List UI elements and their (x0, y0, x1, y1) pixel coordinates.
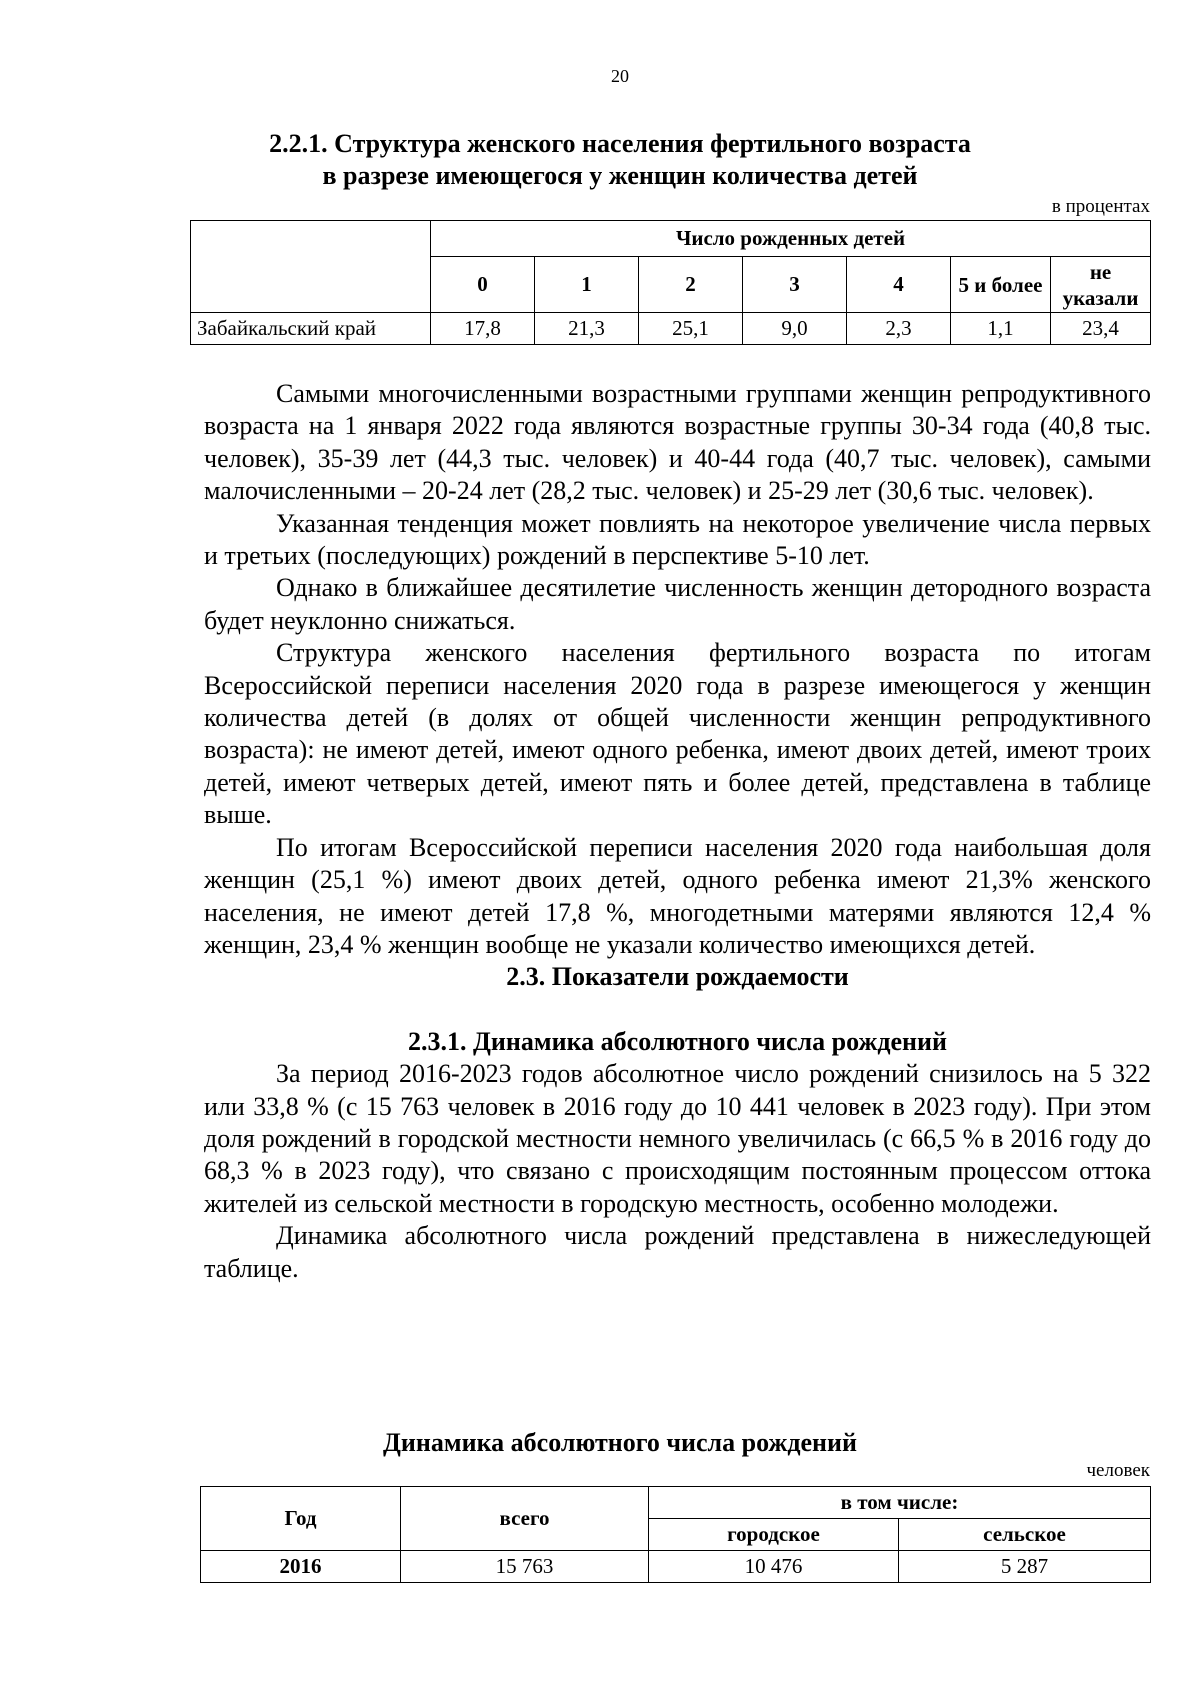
table1-col-header: 4 (847, 257, 951, 313)
section-title-line-2: в разрезе имеющегося у женщин количества детей (322, 161, 918, 190)
table2-header-including: в том числе: (649, 1487, 1151, 1519)
table1-unit: в процентах (1051, 196, 1150, 217)
table2-header-year: Год (201, 1487, 401, 1551)
table1-row-label: Забайкальский край (191, 313, 431, 345)
table2-year-cell: 2016 (201, 1551, 401, 1583)
paragraph: Структура женского населения фертильного возраста по итогам Всероссийской переписи населения 2020 года в разрезе имеющегося у женщин количества детей (в долях от общей численности женщин репродуктивного возраста): не имеют детей, имеют одного ребенка, имеют двоих детей, имеют троих детей, имеют четверых детей, имеют пять и более детей, представлена в таблице выше. (204, 638, 1151, 830)
table2-title: Динамика абсолютного числа рождений (383, 1428, 857, 1457)
table1-col-header: 3 (743, 257, 847, 313)
table1-cell: 21,3 (535, 313, 639, 345)
children-structure-table (190, 220, 1151, 345)
table1-col-header: 1 (535, 257, 639, 313)
table2-header-total: всего (401, 1487, 649, 1551)
table1-cell: 9,0 (743, 313, 847, 345)
table1-col-header: не указали (1051, 257, 1151, 313)
paragraph: Динамика абсолютного числа рождений представлена в нижеследующей таблице. (204, 1221, 1151, 1283)
table1-cell: 1,1 (951, 313, 1051, 345)
table2-total-cell: 15 763 (401, 1551, 649, 1583)
paragraph: Самыми многочисленными возрастными группами женщин репродуктивного возраста на 1 января 2022 года являются возрастные группы 30-34 года (40,8 тыс. человек), 35-39 лет (44,3 тыс. человек) и 40-44 года (40,7 тыс. человек), самыми малочисленными – 20-24 лет (28,2 тыс. человек) и 25-29 лет (30,6 тыс. человек). (204, 379, 1151, 506)
table1-group-header: Число рожденных детей (431, 221, 1151, 257)
table2-urban-cell: 10 476 (649, 1551, 899, 1583)
table2-unit: человек (1086, 1460, 1150, 1481)
table1-cell: 23,4 (1051, 313, 1151, 345)
section-2-3-title: 2.3. Показатели рождаемости (506, 962, 849, 992)
table2-header-urban: городское (649, 1519, 899, 1551)
section-title-line-1: 2.2.1. Структура женского населения фертильного возраста (269, 129, 971, 158)
page-number: 20 (611, 66, 629, 86)
body-text (204, 378, 1151, 1285)
paragraph: Однако в ближайшее десятилетие численность женщин детородного возраста будет неуклонно снижаться. (204, 573, 1151, 635)
section-title (0, 128, 1200, 192)
table1-cell: 2,3 (847, 313, 951, 345)
table1-col-header: 0 (431, 257, 535, 313)
table2-header-rural: сельское (899, 1519, 1151, 1551)
paragraph: Указанная тенденция может повлиять на некоторое увеличение числа первых и третьих (последующих) рождений в перспективе 5-10 лет. (204, 508, 1151, 571)
births-table (200, 1486, 1151, 1583)
table1-cell: 17,8 (431, 313, 535, 345)
table1-corner-cell (191, 221, 431, 313)
table2-rural-cell: 5 287 (899, 1551, 1151, 1583)
table1-col-header: 5 и более (951, 257, 1051, 313)
table-row (201, 1551, 1151, 1583)
table1-col-header: 2 (639, 257, 743, 313)
paragraph: За период 2016-2023 годов абсолютное число рождений снизилось на 5 322 или 33,8 % (с 15 763 человек в 2016 году до 10 441 человек в 2023 году). При этом доля рождений в городской местности немного увеличилась (с 66,5 % в 2016 году до 68,3 % в 2023 году), что связано с происходящим постоянным процессом оттока жителей из сельской местности в городскую местность, особенно молодежи. (204, 1059, 1151, 1218)
section-2-3-1-title: 2.3.1. Динамика абсолютного числа рождений (408, 1026, 947, 1056)
paragraph: По итогам Всероссийской переписи населения 2020 года наибольшая доля женщин (25,1 %) имеют двоих детей, одного ребенка имеют 21,3% женского населения, не имеют детей 17,8 %, многодетными матерями являются 12,4 % женщин, 23,4 % женщин вообще не указали количество имеющихся детей. (204, 832, 1151, 959)
table1-cell: 25,1 (639, 313, 743, 345)
